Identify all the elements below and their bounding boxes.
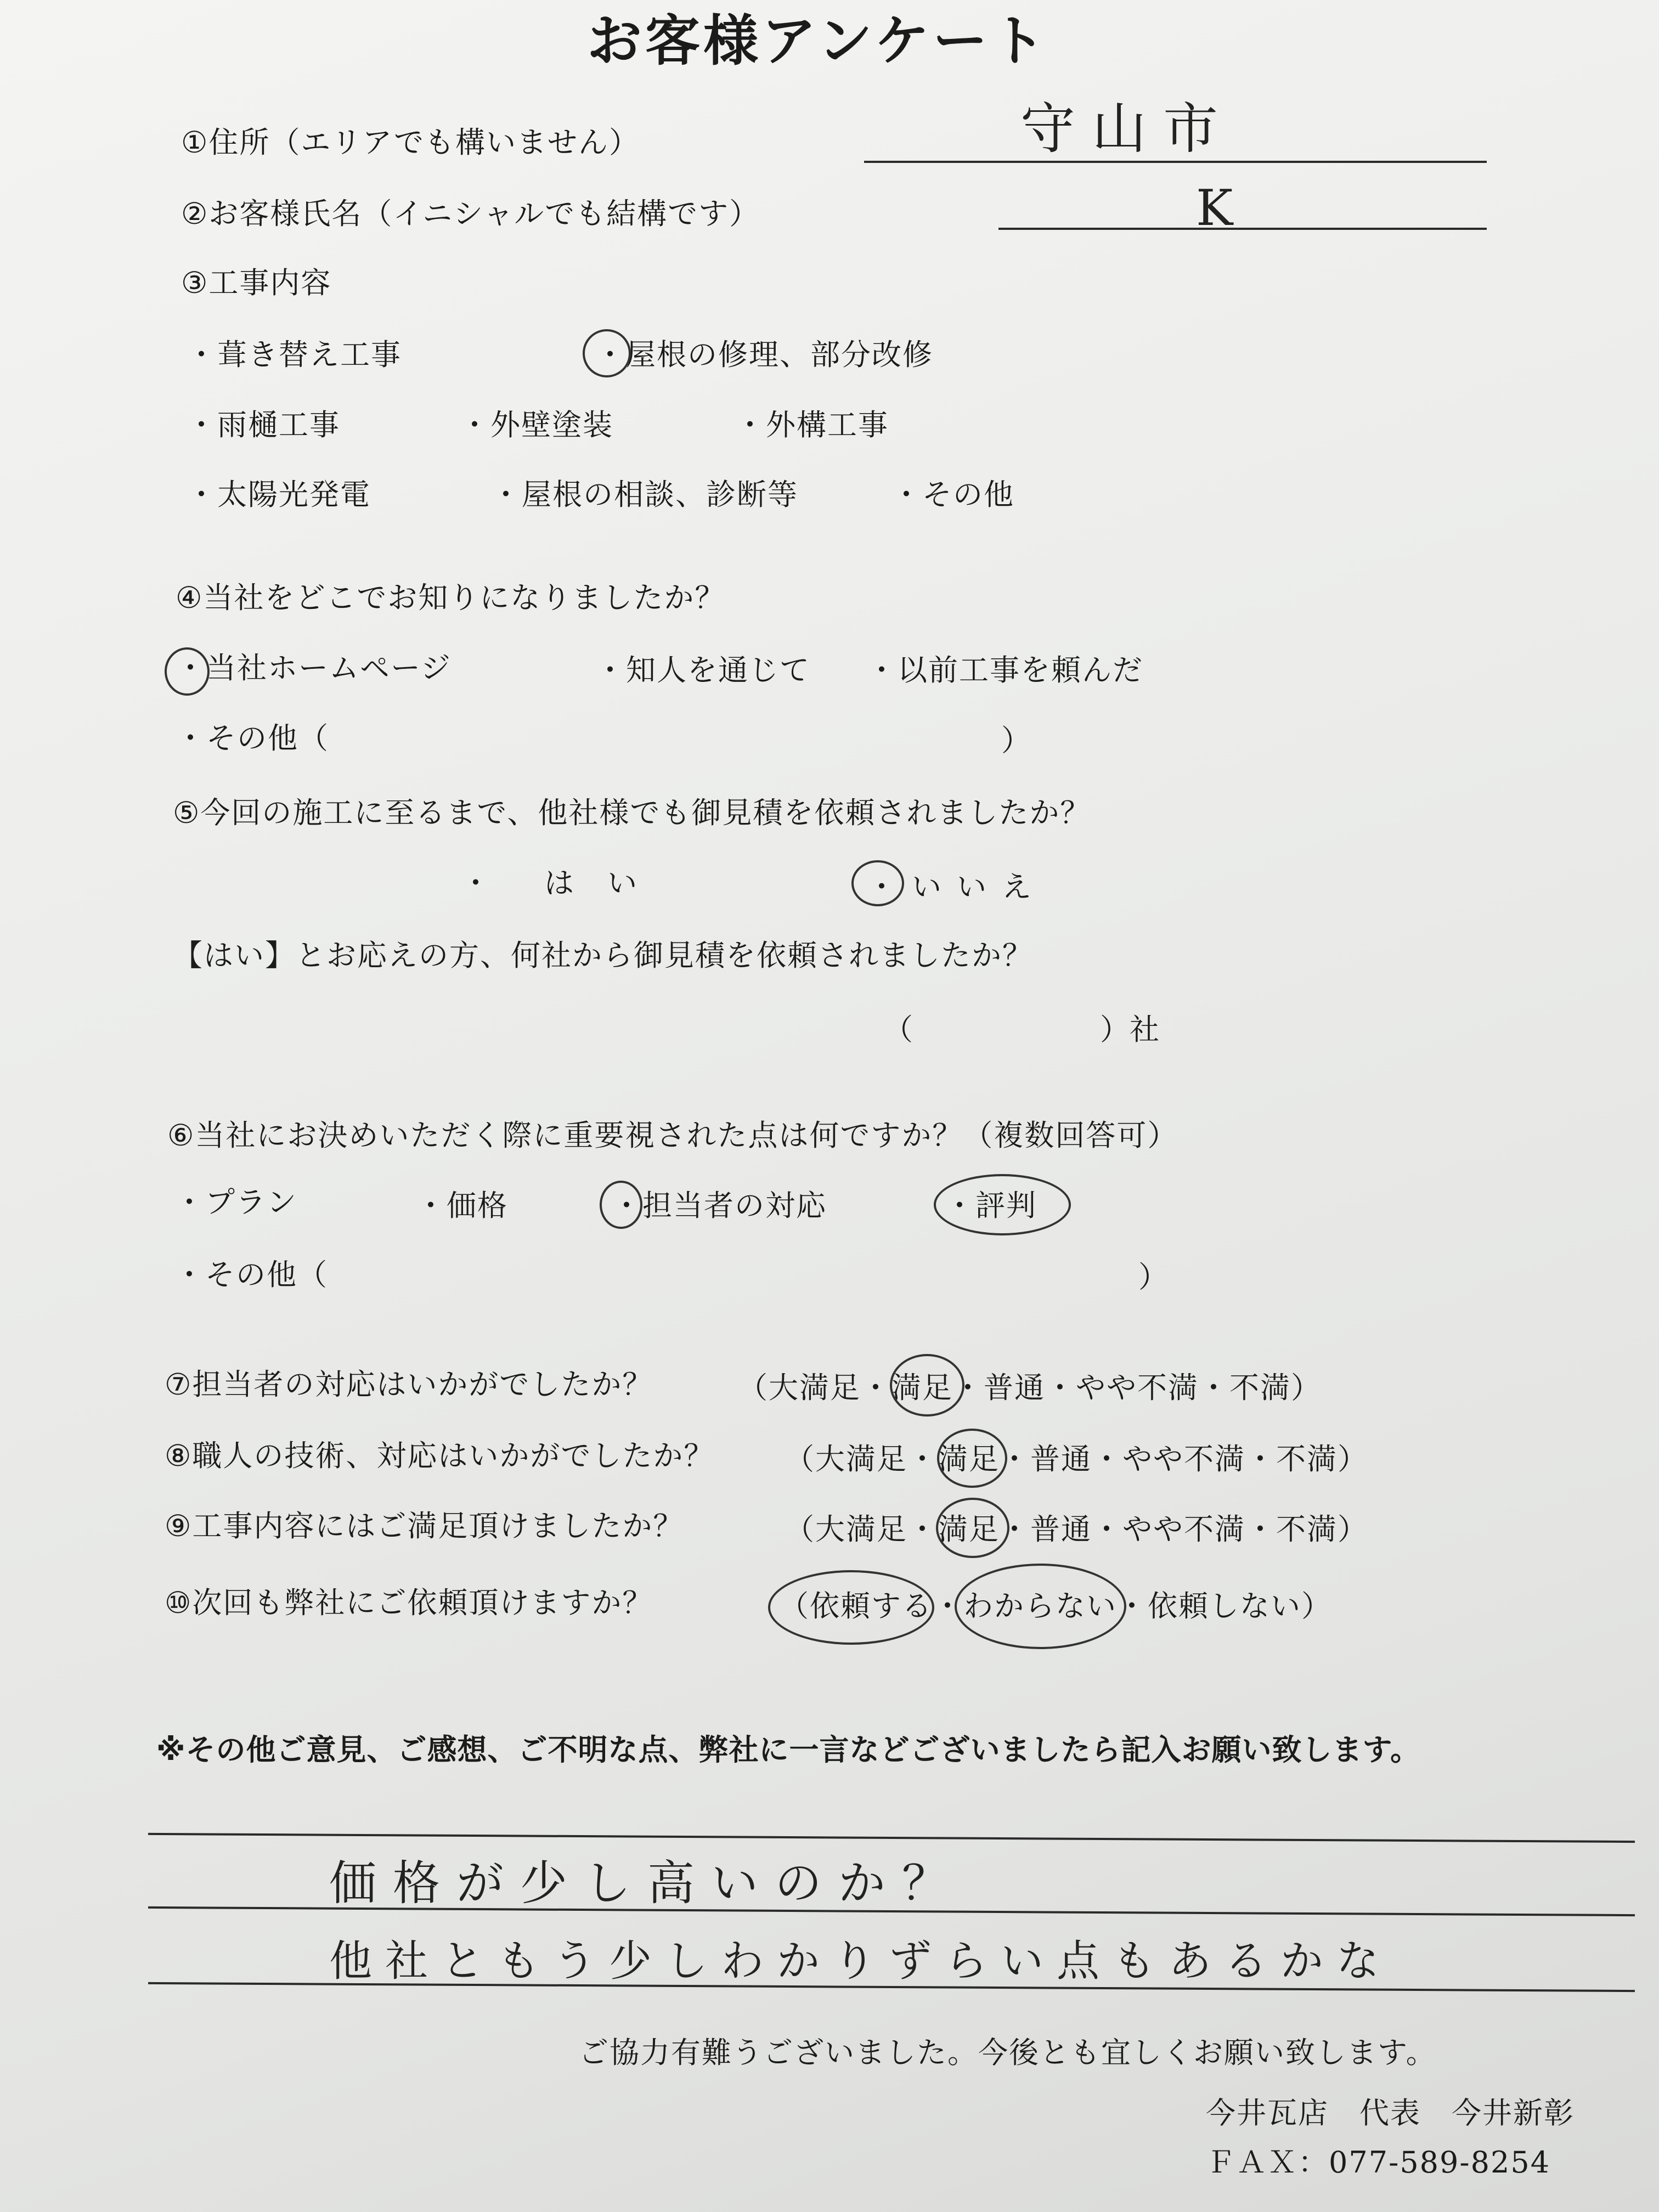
address-underline	[864, 161, 1487, 163]
work-option-gutter: ・雨樋工事	[187, 408, 340, 442]
name-answer: K	[1196, 179, 1250, 237]
next-request-label: ⑩次回も弊社にご依頼頂けますか？	[165, 1585, 653, 1620]
quote-count-question: 【はい】とお応えの方、何社から御見積を依頼されましたか？	[173, 938, 1033, 973]
work-option-exterior-paint: ・外壁塗装	[460, 408, 613, 442]
check-circle-will-request	[768, 1570, 934, 1645]
quote-count-open: （	[883, 1012, 913, 1047]
address-label: ①住所（エリアでも構いません）	[181, 125, 640, 160]
check-circle-reputation	[934, 1174, 1071, 1235]
company-signature: 今井瓦店 代表 今井新彰	[1206, 2096, 1575, 2130]
factor-option-plan: ・プラン	[174, 1185, 297, 1220]
factor-option-reputation: ・評判	[945, 1188, 1037, 1223]
factor-option-other: ・その他（	[174, 1257, 328, 1292]
comment-prompt: ※その他ご意見、ご感想、ご不明な点、弊社に一言などございましたら記入お願い致します。	[156, 1733, 1421, 1767]
source-option-homepage: ・当社ホームページ	[176, 651, 452, 685]
thanks-message: ご協力有難うございました。今後とも宜しくお願い致します。	[579, 2035, 1437, 2070]
check-circle-homepage	[165, 647, 210, 696]
survey-title: お客様アンケート	[587, 9, 1049, 73]
work-rating-scale: （大満足・満足・普通・やや不満・不満）	[785, 1512, 1368, 1547]
staff-rating-label: ⑦担当者の対応はいかがでしたか？	[165, 1367, 653, 1402]
check-circle-craft-rating	[937, 1429, 1007, 1488]
factor-option-price: ・価格	[416, 1188, 508, 1223]
work-option-roof-consult: ・屋根の相談、診断等	[491, 477, 798, 512]
address-answer: 守山市	[1020, 97, 1234, 161]
other-quote-label: ⑤今回の施工に至るまで、他社様でも御見積を依頼されましたか？	[173, 795, 1091, 830]
work-option-roof-repair: ・屋根の修理、部分改修	[595, 337, 933, 372]
staff-rating-scale: （大満足・満足・普通・やや不満・不満）	[738, 1370, 1322, 1405]
work-type-label: ③工事内容	[181, 266, 332, 300]
name-underline	[998, 228, 1487, 230]
fax-number: ＦＡＸ：077-589-8254	[1206, 2145, 1551, 2180]
work-option-reroofing: ・葺き替え工事	[187, 337, 402, 372]
work-rating-label: ⑨工事内容にはご満足頂けましたか？	[165, 1509, 684, 1543]
factor-option-staff: ・担当者の対応	[612, 1188, 827, 1223]
work-option-other: ・その他	[891, 477, 1014, 512]
check-circle-unsure	[955, 1564, 1126, 1649]
other-quote-no: ・いいえ	[867, 870, 1047, 904]
check-circle-staff-rating	[890, 1354, 964, 1417]
craft-rating-scale: （大満足・満足・普通・やや不満・不満）	[785, 1442, 1368, 1476]
check-circle-roof-repair	[583, 329, 631, 377]
source-option-acquaintance: ・知人を通じて	[595, 653, 810, 687]
other-quote-yes: ・ は い	[461, 866, 650, 900]
factor-other-close: ）	[1138, 1260, 1168, 1294]
source-label: ④当社をどこでお知りになりましたか？	[176, 580, 726, 615]
decision-factor-label: ⑥当社にお決めいただく際に重要視された点は何ですか？（複数回答可）	[167, 1118, 1178, 1153]
source-option-other: ・その他（	[176, 721, 329, 755]
check-circle-no	[851, 860, 904, 906]
quote-count-close: ）社	[1100, 1012, 1159, 1047]
work-option-solar: ・太陽光発電	[187, 477, 371, 512]
check-circle-staff	[600, 1181, 642, 1229]
source-other-close: ）	[1001, 723, 1031, 758]
next-request-scale: （依頼する・わからない・依頼しない）	[779, 1589, 1332, 1623]
comment-line-2: 他社ともう少しわかりずらい点もあるかな	[329, 1937, 1393, 1986]
craft-rating-label: ⑧職人の技術、対応はいかがでしたか？	[165, 1438, 715, 1473]
check-circle-work-rating	[936, 1498, 1009, 1558]
work-option-exterior-works: ・外構工事	[735, 408, 889, 442]
name-label: ②お客様氏名（イニシャルでも結構です）	[181, 196, 760, 231]
comment-rule-1	[148, 1833, 1635, 1843]
source-option-previous: ・以前工事を頼んだ	[867, 653, 1143, 687]
comment-line-1: 価格が少し高いのか？	[329, 1856, 966, 1911]
